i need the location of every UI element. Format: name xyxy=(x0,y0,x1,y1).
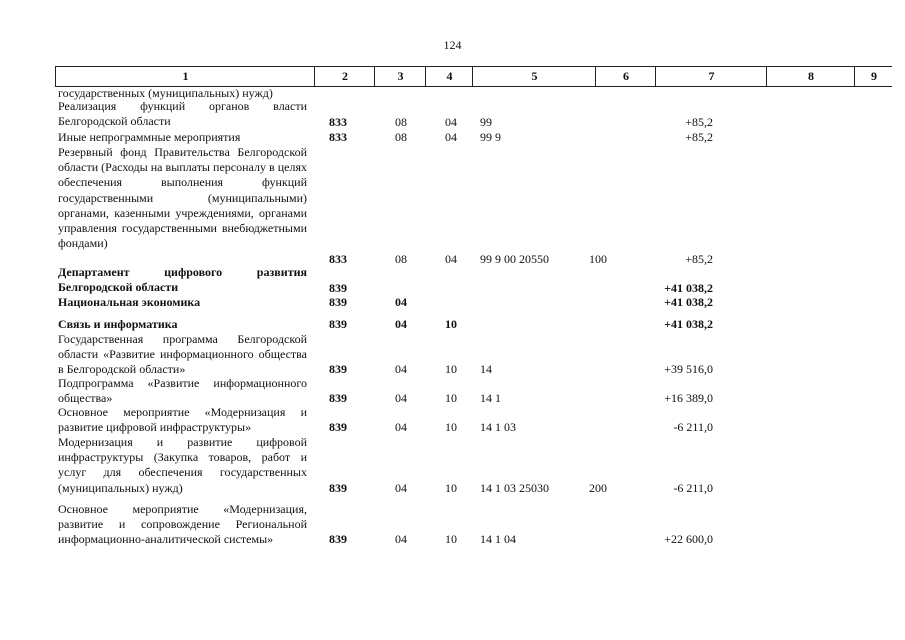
table-header xyxy=(55,66,892,87)
row-description: Основное мероприятие «Модернизация, развитие и сопровождение Региональной информационно-аналитической системы» xyxy=(58,502,307,547)
cell-subsection: 10 xyxy=(445,362,457,376)
cell-target-article: 14 1 xyxy=(480,391,501,405)
header-col-4: 4 xyxy=(425,67,473,86)
cell-section: 04 xyxy=(395,420,407,434)
cell-target-article: 14 1 04 xyxy=(480,532,516,546)
cell-section: 08 xyxy=(395,130,407,144)
cell-admin-code: 833 xyxy=(329,115,347,129)
cell-admin-code: 839 xyxy=(329,362,347,376)
header-col-3: 3 xyxy=(374,67,426,86)
header-col-7: 7 xyxy=(655,67,767,86)
cell-admin-code: 839 xyxy=(329,532,347,546)
cell-target-article: 14 1 03 xyxy=(480,420,516,434)
cell-admin-code: 833 xyxy=(329,130,347,144)
cell-subsection: 10 xyxy=(445,532,457,546)
cell-amount: +85,2 xyxy=(685,115,713,129)
cell-expense-type: 200 xyxy=(589,481,607,495)
cell-admin-code: 839 xyxy=(329,420,347,434)
row-description: Национальная экономика xyxy=(58,295,201,309)
cell-subsection: 10 xyxy=(445,420,457,434)
row-description: Реализация функций органов власти Белгородской области xyxy=(58,99,307,129)
cell-section: 04 xyxy=(395,532,407,546)
cell-amount: -6 211,0 xyxy=(673,420,713,434)
row-description: Департамент цифрового развития Белгородской области xyxy=(58,265,307,295)
row-description: Резервный фонд Правительства Белгородской области (Расходы на выплаты персоналу в целях обеспечения выполнения функций государственными (муниципальными) органами, казенными учреждениями, органами управления государственными внебюджетными фондами) xyxy=(58,145,307,251)
header-col-8: 8 xyxy=(766,67,855,86)
cell-target-article: 99 xyxy=(480,115,492,129)
cell-section: 04 xyxy=(395,317,407,331)
cell-admin-code: 833 xyxy=(329,252,347,266)
row-description: Модернизация и развитие цифровой инфраструктуры (Закупка товаров, работ и услуг для обеспечения государственных (муниципальных) нужд) xyxy=(58,435,307,495)
cell-subsection: 10 xyxy=(445,391,457,405)
row-description: Подпрограмма «Развитие информационного общества» xyxy=(58,376,307,406)
cell-subsection: 04 xyxy=(445,115,457,129)
cell-section: 04 xyxy=(395,295,407,309)
cell-amount: -6 211,0 xyxy=(673,481,713,495)
cell-admin-code: 839 xyxy=(329,391,347,405)
header-col-5: 5 xyxy=(472,67,596,86)
cell-section: 04 xyxy=(395,362,407,376)
cell-amount: +85,2 xyxy=(685,130,713,144)
row-description: Основное мероприятие «Модернизация и развитие цифровой инфраструктуры» xyxy=(58,405,307,435)
cell-section: 08 xyxy=(395,252,407,266)
cell-section: 04 xyxy=(395,481,407,495)
cell-target-article: 99 9 00 20550 xyxy=(480,252,549,266)
cell-amount: +22 600,0 xyxy=(664,532,713,546)
cell-admin-code: 839 xyxy=(329,281,347,295)
row-description: государственных (муниципальных) нужд) xyxy=(58,86,273,100)
cell-amount: +39 516,0 xyxy=(664,362,713,376)
cell-subsection: 10 xyxy=(445,317,457,331)
row-description: Связь и информатика xyxy=(58,317,178,331)
header-col-2: 2 xyxy=(314,67,375,86)
cell-amount: +16 389,0 xyxy=(664,391,713,405)
header-col-9: 9 xyxy=(854,67,893,86)
cell-amount: +85,2 xyxy=(685,252,713,266)
cell-subsection: 04 xyxy=(445,252,457,266)
cell-target-article: 99 9 xyxy=(480,130,501,144)
cell-amount: +41 038,2 xyxy=(664,281,713,295)
cell-target-article: 14 xyxy=(480,362,492,376)
cell-section: 04 xyxy=(395,391,407,405)
cell-admin-code: 839 xyxy=(329,295,347,309)
header-col-1: 1 xyxy=(55,67,315,86)
cell-admin-code: 839 xyxy=(329,481,347,495)
cell-target-article: 14 1 03 25030 xyxy=(480,481,549,495)
cell-amount: +41 038,2 xyxy=(664,317,713,331)
row-description: Иные непрограммные мероприятия xyxy=(58,130,241,144)
row-description: Государственная программа Белгородской области «Развитие информационного общества в Белгородской области» xyxy=(58,332,307,377)
cell-admin-code: 839 xyxy=(329,317,347,331)
cell-subsection: 10 xyxy=(445,481,457,495)
cell-subsection: 04 xyxy=(445,130,457,144)
cell-amount: +41 038,2 xyxy=(664,295,713,309)
header-col-6: 6 xyxy=(595,67,656,86)
cell-section: 08 xyxy=(395,115,407,129)
page-number: 124 xyxy=(443,38,462,52)
cell-expense-type: 100 xyxy=(589,252,607,266)
